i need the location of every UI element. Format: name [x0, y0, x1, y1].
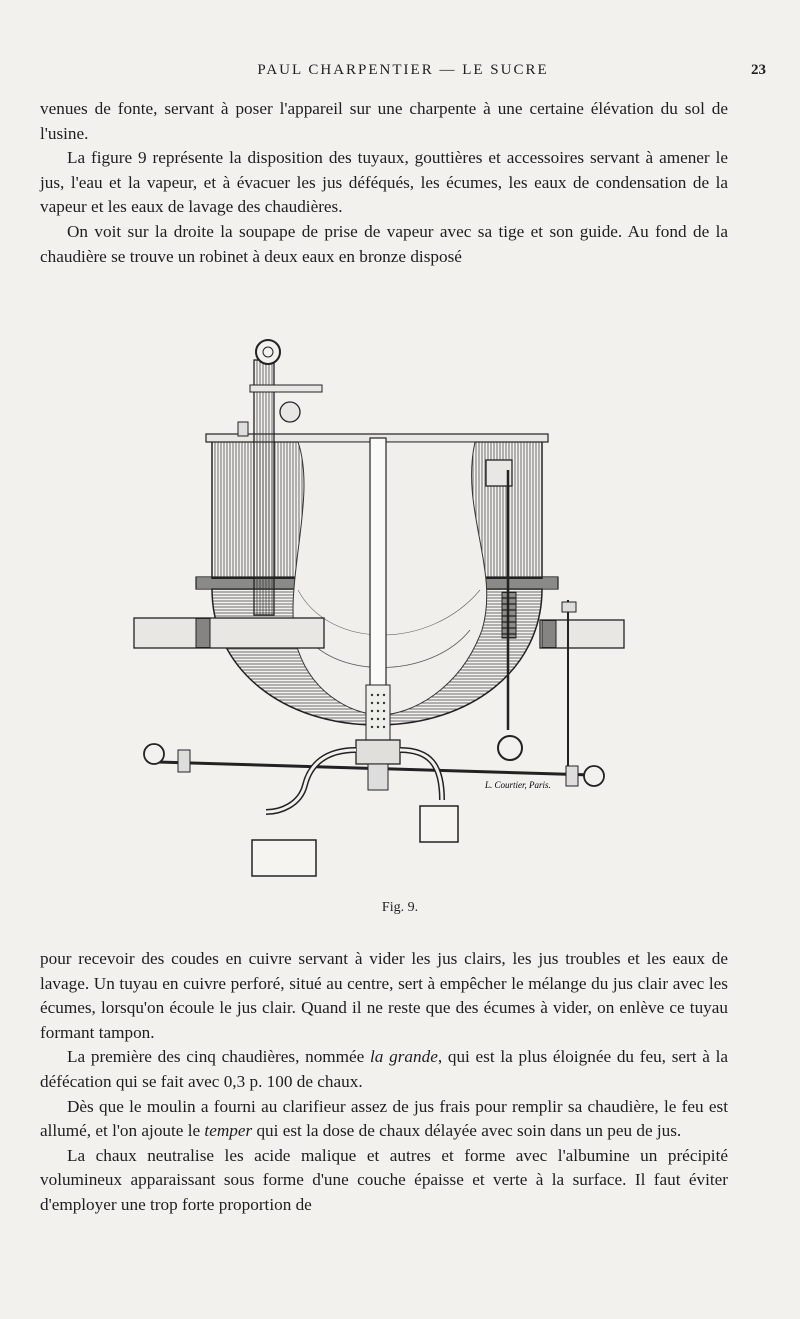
catch-basin-left	[252, 840, 316, 876]
engraver-signature: L. Courtier, Paris.	[485, 780, 551, 790]
paragraph-temper: Dès que le moulin a fourni au clarifieur assez de jus frais pour remplir sa chaudière, le feu est allumé, et l'on ajoute le temper qui est la dose de chaux délayée avec soin dans un peu de jus.	[40, 1096, 728, 1141]
bottom-text-block	[40, 947, 728, 1218]
running-head	[40, 62, 766, 84]
steam-pipe-left	[254, 360, 274, 615]
paragraph-figure-description: La figure 9 représente la disposition des tuyaux, gouttières et accessoires servant à amener le jus, l'eau et la vapeur, et à évacuer les jus déféqués, les écumes, les eaux de condensation de la vapeur et les eaux de lavage des chaudières.	[40, 148, 728, 217]
bronze-tap	[356, 740, 400, 764]
page-number: 23	[751, 62, 766, 78]
term-la-grande: la grande	[370, 1047, 438, 1067]
top-text-block	[40, 97, 728, 269]
frame-beam-left	[134, 618, 324, 648]
paragraph-copper-elbows: pour recevoir des coudes en cuivre servant à vider les jus clairs, les jus troubles et les eaux de lavage. Un tuyau en cuivre perforé, situé au centre, sert à empêcher le mélange du jus clair avec les écumes, lorsqu'on écoule le jus clair. Quand il ne reste que des écumes à vider, on enlève ce tuyau formant tampon.	[40, 949, 728, 1042]
term-temper: temper	[204, 1121, 253, 1141]
running-title: PAUL CHARPENTIER — LE SUCRE	[257, 62, 549, 78]
paragraph-steam-valve: On voit sur la droite la soupape de prise de vapeur avec sa tige et son guide. Au fond de la chaudière se trouve un robinet à deux eaux en bronze disposé	[40, 221, 728, 266]
steam-valve-wheel	[498, 736, 522, 760]
paragraph-continuation: venues de fonte, servant à poser l'appareil sur une charpente à une certaine élévation du sol de l'usine.	[40, 99, 728, 143]
figure-caption: Fig. 9.	[381, 900, 419, 915]
boiler-engraving	[130, 330, 630, 880]
catch-basin-right	[420, 806, 458, 842]
valve-icon	[280, 402, 300, 422]
paragraph-la-grande: La première des cinq chaudières, nommée la grande, qui est la plus éloignée du feu, sert à la défécation qui se fait avec 0,3 p. 100 de chaux.	[40, 1047, 729, 1091]
paragraph-chaux: La chaux neutralise les acide malique et autres et forme avec l'albumine un précipité volumineux apparaissant sous forme d'une couche épaisse et verte à la surface. Il faut éviter d'employer une trop forte proportion de	[40, 1145, 728, 1214]
figure-9-illustration	[130, 330, 630, 880]
